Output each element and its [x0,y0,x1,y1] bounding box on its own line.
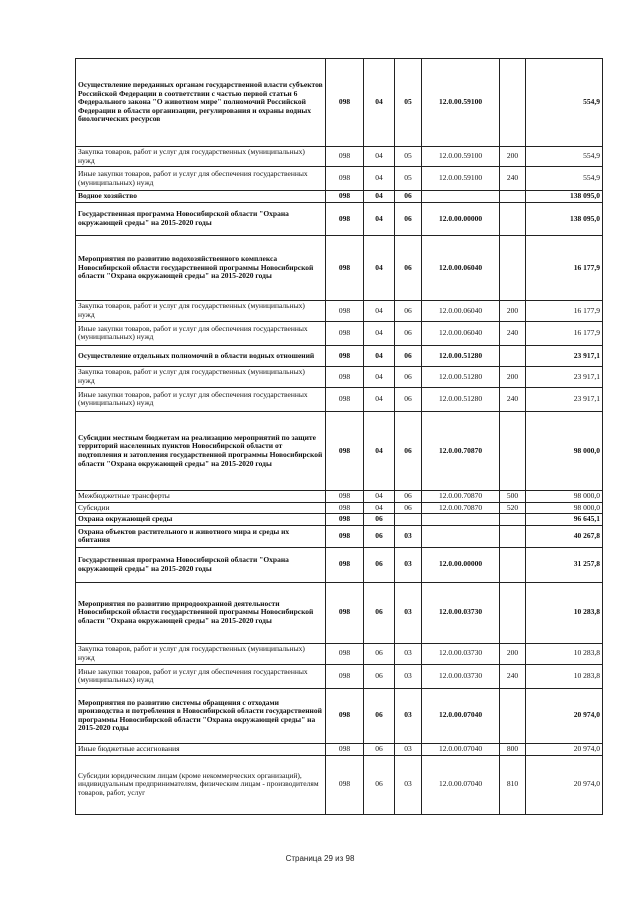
table-row [76,345,603,366]
cell-ministry-code: 098 [326,235,364,300]
cell-expense-type [500,688,526,743]
cell-section-code: 04 [364,167,395,191]
table-row [76,643,603,664]
cell-expense-type [500,525,526,547]
budget-table [75,58,603,815]
cell-target-article: 12.0.00.07040 [422,743,500,755]
cell-target-article: 12.0.00.70870 [422,411,500,490]
cell-subsection-code: 05 [395,147,422,167]
table-row [76,300,603,321]
cell-target-article: 12.0.00.51280 [422,345,500,366]
cell-name: Закупка товаров, работ и услуг для государственных (муниципальных) нужд [76,643,326,664]
cell-expense-type [500,411,526,490]
cell-target-article: 12.0.00.70870 [422,490,500,502]
cell-subsection-code: 06 [395,191,422,203]
cell-target-article: 12.0.00.06040 [422,235,500,300]
cell-target-article: 12.0.00.06040 [422,321,500,345]
cell-name: Осуществление отдельных полномочий в области водных отношений [76,345,326,366]
cell-ministry-code: 098 [326,582,364,643]
cell-section-code: 04 [364,300,395,321]
cell-name: Закупка товаров, работ и услуг для государственных (муниципальных) нужд [76,147,326,167]
cell-name: Иные закупки товаров, работ и услуг для обеспечения государственных (муниципальных) нужд [76,321,326,345]
cell-ministry-code: 098 [326,59,364,147]
cell-subsection-code: 06 [395,235,422,300]
cell-name: Закупка товаров, работ и услуг для государственных (муниципальных) нужд [76,300,326,321]
cell-amount: 20 974,0 [526,743,603,755]
cell-amount: 554,9 [526,167,603,191]
cell-section-code: 04 [364,235,395,300]
cell-name: Субсидии местным бюджетам на реализацию мероприятий по защите территорий населенных пунктов Новосибирской области от подтопления и затопления государственной программы Новосибирской области "Охрана окружающей среды" на 2015-2020 годы [76,411,326,490]
cell-section-code: 04 [364,366,395,387]
cell-section-code: 06 [364,664,395,688]
cell-amount: 23 917,1 [526,366,603,387]
cell-amount: 98 000,0 [526,490,603,502]
cell-name: Государственная программа Новосибирской области "Охрана окружающей среды" на 2015-2020 годы [76,202,326,235]
cell-target-article [422,525,500,547]
cell-target-article: 12.0.00.51280 [422,366,500,387]
cell-ministry-code: 098 [326,525,364,547]
cell-amount: 20 974,0 [526,688,603,743]
cell-name: Субсидии юридическим лицам (кроме некоммерческих организаций), индивидуальным предпринимателям, физическим лицам - производителям товаров, работ, услуг [76,755,326,814]
cell-ministry-code: 098 [326,321,364,345]
cell-section-code: 06 [364,643,395,664]
cell-section-code: 04 [364,387,395,411]
cell-expense-type: 240 [500,387,526,411]
cell-subsection-code: 03 [395,664,422,688]
cell-section-code: 06 [364,514,395,526]
cell-name: Мероприятия по развитию природоохранной деятельности Новосибирской области государственной программы Новосибирской области "Охрана окружающей среды" на 2015-2020 годы [76,582,326,643]
cell-target-article [422,514,500,526]
cell-subsection-code: 06 [395,202,422,235]
cell-expense-type [500,191,526,203]
cell-ministry-code: 098 [326,547,364,582]
table-row [76,525,603,547]
cell-amount: 98 000,0 [526,502,603,514]
cell-subsection-code: 06 [395,321,422,345]
cell-target-article: 12.0.00.70870 [422,502,500,514]
cell-target-article: 12.0.00.07040 [422,755,500,814]
cell-section-code: 04 [364,411,395,490]
cell-subsection-code: 03 [395,688,422,743]
cell-subsection-code: 05 [395,59,422,147]
cell-name: Водное хозяйство [76,191,326,203]
table-row [76,59,603,147]
cell-ministry-code: 098 [326,688,364,743]
cell-target-article: 12.0.00.07040 [422,688,500,743]
cell-expense-type [500,547,526,582]
cell-target-article: 12.0.00.03730 [422,582,500,643]
cell-subsection-code: 03 [395,755,422,814]
cell-name: Субсидии [76,502,326,514]
cell-section-code: 04 [364,191,395,203]
table-row [76,411,603,490]
cell-amount: 554,9 [526,147,603,167]
cell-ministry-code: 098 [326,514,364,526]
table-row [76,502,603,514]
cell-expense-type: 200 [500,366,526,387]
cell-name: Осуществление переданных органам государственной власти субъектов Российской Федерации в соответствии с частью первой статьи 6 Федерального закона "О животном мире" полномочий Российской Федерации в области организации, регулирования и охраны водных биологических ресурсов [76,59,326,147]
table-row [76,514,603,526]
cell-ministry-code: 098 [326,345,364,366]
cell-expense-type: 800 [500,743,526,755]
cell-name: Межбюджетные трансферты [76,490,326,502]
cell-ministry-code: 098 [326,643,364,664]
cell-target-article: 12.0.00.00000 [422,202,500,235]
cell-subsection-code: 03 [395,582,422,643]
cell-target-article: 12.0.00.59100 [422,167,500,191]
cell-ministry-code: 098 [326,743,364,755]
cell-amount: 554,9 [526,59,603,147]
cell-amount: 10 283,8 [526,643,603,664]
cell-subsection-code: 06 [395,300,422,321]
cell-subsection-code: 03 [395,743,422,755]
table-row [76,235,603,300]
cell-amount: 16 177,9 [526,235,603,300]
cell-subsection-code: 03 [395,547,422,582]
cell-name: Мероприятия по развитию системы обращения с отходами производства и потребления в Новосибирской области государственной программы Новосибирской области "Охрана окружающей среды" на 2015-2020 годы [76,688,326,743]
cell-section-code: 06 [364,582,395,643]
table-row [76,582,603,643]
cell-expense-type: 240 [500,167,526,191]
cell-subsection-code: 06 [395,345,422,366]
cell-subsection-code: 06 [395,387,422,411]
cell-ministry-code: 098 [326,755,364,814]
cell-section-code: 04 [364,490,395,502]
cell-amount: 23 917,1 [526,387,603,411]
cell-amount: 138 095,0 [526,191,603,203]
cell-name: Закупка товаров, работ и услуг для государственных (муниципальных) нужд [76,366,326,387]
table-row [76,191,603,203]
table-row [76,387,603,411]
cell-target-article: 12.0.00.06040 [422,300,500,321]
cell-expense-type: 200 [500,643,526,664]
cell-amount: 40 267,8 [526,525,603,547]
table-row [76,147,603,167]
cell-ministry-code: 098 [326,191,364,203]
cell-expense-type [500,202,526,235]
cell-ministry-code: 098 [326,664,364,688]
cell-section-code: 04 [364,502,395,514]
cell-section-code: 06 [364,743,395,755]
cell-ministry-code: 098 [326,502,364,514]
cell-ministry-code: 098 [326,387,364,411]
cell-expense-type: 240 [500,664,526,688]
cell-ministry-code: 098 [326,202,364,235]
table-row [76,743,603,755]
cell-name: Охрана окружающей среды [76,514,326,526]
cell-name: Мероприятия по развитию водохозяйственного комплекса Новосибирской области государственной программы Новосибирской области "Охрана окружающей среды" на 2015-2020 годы [76,235,326,300]
cell-expense-type: 810 [500,755,526,814]
cell-ministry-code: 098 [326,411,364,490]
cell-subsection-code [395,514,422,526]
cell-subsection-code: 06 [395,411,422,490]
cell-section-code: 04 [364,202,395,235]
cell-expense-type: 520 [500,502,526,514]
cell-amount: 23 917,1 [526,345,603,366]
cell-name: Иные закупки товаров, работ и услуг для обеспечения государственных (муниципальных) нужд [76,167,326,191]
cell-subsection-code: 03 [395,643,422,664]
page-number: Страница 29 из 98 [285,854,355,863]
table-row [76,321,603,345]
cell-subsection-code: 03 [395,525,422,547]
cell-expense-type: 500 [500,490,526,502]
table-row [76,755,603,814]
table-row [76,366,603,387]
cell-expense-type: 240 [500,321,526,345]
cell-expense-type: 200 [500,147,526,167]
cell-amount: 98 000,0 [526,411,603,490]
cell-subsection-code: 05 [395,167,422,191]
cell-subsection-code: 06 [395,502,422,514]
cell-section-code: 04 [364,147,395,167]
cell-ministry-code: 098 [326,167,364,191]
cell-amount: 138 095,0 [526,202,603,235]
cell-name: Иные закупки товаров, работ и услуг для обеспечения государственных (муниципальных) нужд [76,664,326,688]
cell-section-code: 06 [364,547,395,582]
cell-target-article: 12.0.00.03730 [422,664,500,688]
cell-expense-type: 200 [500,300,526,321]
budget-table-body [76,59,603,815]
cell-ministry-code: 098 [326,490,364,502]
cell-section-code: 06 [364,525,395,547]
cell-ministry-code: 098 [326,300,364,321]
cell-name: Государственная программа Новосибирской области "Охрана окружающей среды" на 2015-2020 годы [76,547,326,582]
table-row [76,547,603,582]
cell-section-code: 04 [364,321,395,345]
cell-section-code: 04 [364,345,395,366]
cell-amount: 10 283,8 [526,582,603,643]
cell-expense-type [500,514,526,526]
cell-target-article: 12.0.00.51280 [422,387,500,411]
cell-expense-type [500,59,526,147]
table-row [76,202,603,235]
cell-target-article [422,191,500,203]
cell-ministry-code: 098 [326,366,364,387]
cell-amount: 16 177,9 [526,300,603,321]
cell-target-article: 12.0.00.59100 [422,147,500,167]
table-row [76,664,603,688]
cell-expense-type [500,235,526,300]
cell-expense-type [500,582,526,643]
cell-name: Иные бюджетные ассигнования [76,743,326,755]
cell-amount: 16 177,9 [526,321,603,345]
cell-name: Иные закупки товаров, работ и услуг для обеспечения государственных (муниципальных) нужд [76,387,326,411]
cell-target-article: 12.0.00.03730 [422,643,500,664]
cell-section-code: 04 [364,59,395,147]
cell-amount: 31 257,8 [526,547,603,582]
cell-amount: 96 645,1 [526,514,603,526]
cell-target-article: 12.0.00.59100 [422,59,500,147]
cell-section-code: 06 [364,688,395,743]
cell-amount: 10 283,8 [526,664,603,688]
cell-name: Охрана объектов растительного и животного мира и среды их обитания [76,525,326,547]
table-row [76,688,603,743]
table-row [76,490,603,502]
cell-amount: 20 974,0 [526,755,603,814]
cell-subsection-code: 06 [395,366,422,387]
cell-ministry-code: 098 [326,147,364,167]
cell-section-code: 06 [364,755,395,814]
cell-subsection-code: 06 [395,490,422,502]
cell-expense-type [500,345,526,366]
cell-target-article: 12.0.00.00000 [422,547,500,582]
table-row [76,167,603,191]
